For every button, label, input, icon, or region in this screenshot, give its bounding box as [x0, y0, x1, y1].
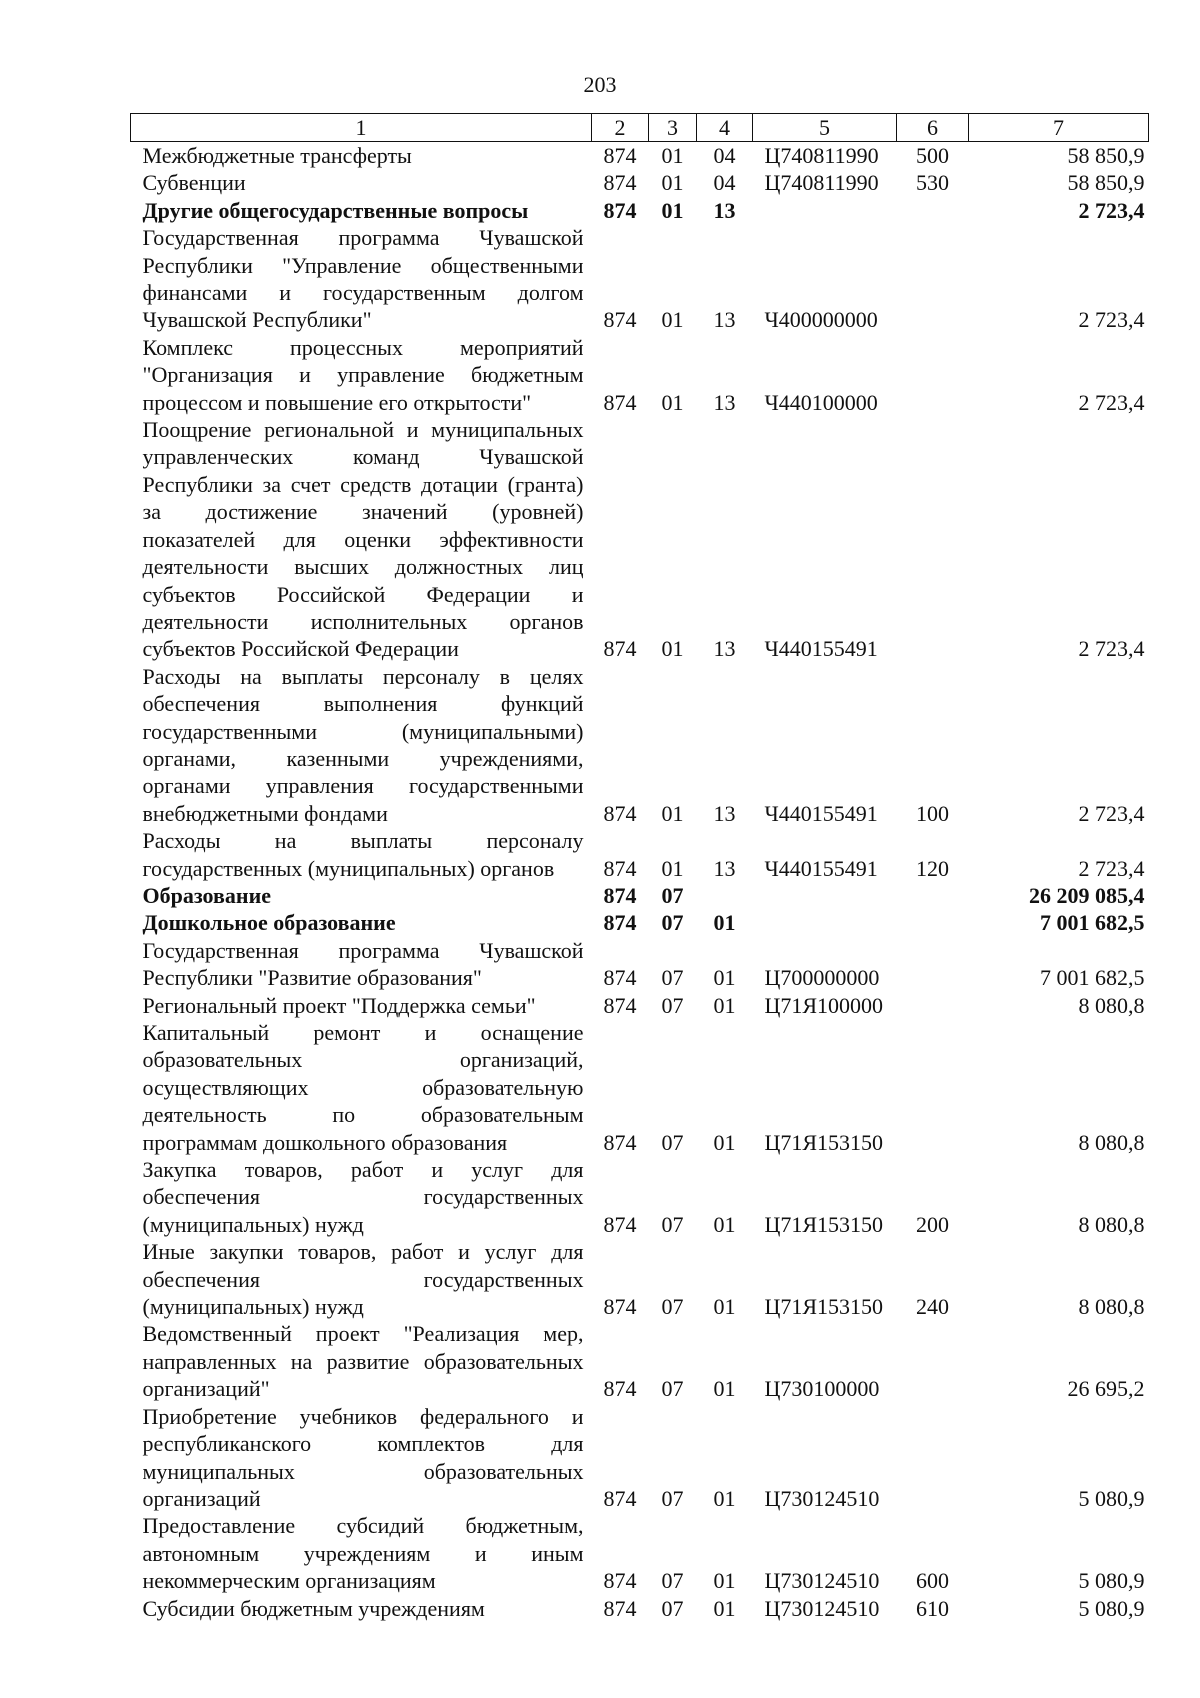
col-header-ved: 2 — [592, 114, 649, 142]
row-target-article: Ц740811990 — [764, 143, 879, 168]
table-row — [131, 1403, 1149, 1513]
row-name: Другие общегосударственные вопросы — [142, 197, 529, 223]
row-subsection-code — [697, 882, 753, 909]
row-amount: 8 080,8 — [1078, 1129, 1145, 1155]
row-name: Расходы на выплаты персоналу государственных (муниципальных) органов — [142, 828, 584, 881]
row-name: Межбюджетные трансферты — [142, 143, 412, 168]
row-amount: 5 080,9 — [1078, 1485, 1145, 1511]
row-amount: 8 080,8 — [1078, 1211, 1145, 1237]
table-row — [131, 1595, 1149, 1622]
row-name: Ведомственный проект "Реализация мер, направленных на развитие образовательных организаций" — [142, 1321, 584, 1402]
row-ved-code: 874 — [603, 389, 637, 415]
row-target-article — [753, 909, 897, 936]
row-section-code: 01 — [661, 389, 684, 415]
row-target-article: Ч400000000 — [764, 307, 878, 333]
row-amount: 2 723,4 — [1078, 389, 1145, 415]
row-name: Расходы на выплаты персоналу в целях обеспечения выполнения функций государственными (муниципальными) органами, казенными учреждениями, органами управления государственными внебюджетными фондами — [142, 663, 584, 826]
row-target-article: Ц730124510 — [764, 1568, 880, 1594]
row-name: Поощрение региональной и муниципальных управленческих команд Чувашской Республики за счет средств дотации (гранта) за достижение значений (уровней) показателей для оценки эффективности деятельности высших должностных лиц субъектов Российской Федерации и деятельности исполнительных органов субъектов Российской Федерации — [142, 417, 584, 662]
col-header-sum: 7 — [969, 114, 1149, 142]
row-subsection-code: 01 — [713, 1376, 736, 1402]
row-expense-type — [897, 197, 969, 224]
row-ved-code: 874 — [603, 1595, 637, 1621]
row-amount: 5 080,9 — [1078, 1568, 1145, 1594]
row-name: Государственная программа Чувашской Республики "Развитие образования" — [142, 937, 584, 991]
row-ved-code: 874 — [603, 910, 637, 936]
row-subsection-code: 01 — [713, 1211, 736, 1237]
row-expense-type: 610 — [916, 1595, 949, 1621]
row-subsection-code: 13 — [713, 800, 736, 826]
row-ved-code: 874 — [603, 855, 637, 881]
row-name: Государственная программа Чувашской Республики "Управление общественными финансами и государственным долгом Чувашской Республики" — [142, 225, 584, 333]
row-section-code: 01 — [661, 143, 684, 168]
header-row — [131, 114, 1149, 142]
row-expense-type — [897, 937, 969, 992]
table-row — [131, 142, 1149, 170]
row-section-code: 01 — [661, 197, 684, 223]
row-expense-type: 100 — [916, 800, 949, 826]
row-section-code: 07 — [661, 992, 684, 1018]
row-subsection-code: 01 — [713, 965, 736, 991]
row-expense-type — [897, 992, 969, 1019]
row-expense-type: 240 — [916, 1294, 949, 1320]
row-expense-type: 530 — [916, 170, 949, 196]
row-subsection-code: 01 — [713, 992, 736, 1018]
row-subsection-code: 13 — [713, 636, 736, 662]
row-section-code: 07 — [661, 1485, 684, 1511]
table-body — [131, 142, 1149, 1622]
col-header-rz: 3 — [649, 114, 697, 142]
row-amount: 2 723,4 — [1078, 855, 1145, 881]
row-ved-code: 874 — [603, 1568, 637, 1594]
row-section-code: 07 — [661, 1595, 684, 1621]
row-ved-code: 874 — [603, 1129, 637, 1155]
table-row — [131, 1156, 1149, 1238]
row-section-code: 07 — [661, 1294, 684, 1320]
row-section-code: 07 — [661, 1568, 684, 1594]
row-amount: 58 850,9 — [1067, 170, 1145, 196]
row-amount: 26 695,2 — [1067, 1376, 1145, 1402]
row-section-code: 07 — [661, 1211, 684, 1237]
row-expense-type — [897, 882, 969, 909]
row-name: Субсидии бюджетным учреждениям — [142, 1595, 485, 1621]
row-subsection-code: 04 — [713, 170, 736, 196]
row-expense-type: 500 — [916, 143, 949, 168]
row-subsection-code: 01 — [713, 1294, 736, 1320]
table-row — [131, 909, 1149, 936]
row-subsection-code: 13 — [713, 307, 736, 333]
row-name: Предоставление субсидий бюджетным, автономным учреждениям и иным некоммерческим организациям — [142, 1513, 584, 1594]
table-row — [131, 937, 1149, 992]
table-row — [131, 1019, 1149, 1156]
row-subsection-code: 04 — [713, 143, 736, 168]
row-ved-code: 874 — [603, 882, 637, 908]
table-row — [131, 1320, 1149, 1402]
row-amount: 2 723,4 — [1078, 197, 1145, 223]
row-target-article: Ч440100000 — [764, 389, 878, 415]
row-name: Капитальный ремонт и оснащение образовательных организаций, осуществляющих образовательную деятельность по образовательным программам дошкольного образования — [142, 1020, 584, 1155]
row-section-code: 07 — [661, 1376, 684, 1402]
table-row — [131, 882, 1149, 909]
table-row — [131, 416, 1149, 663]
row-expense-type — [897, 1403, 969, 1513]
col-header-csr: 5 — [753, 114, 897, 142]
row-expense-type — [897, 1320, 969, 1402]
row-expense-type — [897, 1019, 969, 1156]
row-ved-code: 874 — [603, 1211, 637, 1237]
row-section-code: 07 — [661, 910, 684, 936]
row-ved-code: 874 — [603, 143, 637, 168]
row-target-article: Ц730124510 — [764, 1485, 880, 1511]
page-number: 203 — [583, 72, 617, 97]
row-ved-code: 874 — [603, 800, 637, 826]
row-ved-code: 874 — [603, 1294, 637, 1320]
row-target-article — [753, 197, 897, 224]
row-name: Иные закупки товаров, работ и услуг для обеспечения государственных (муниципальных) нужд — [142, 1239, 584, 1320]
row-name: Приобретение учебников федерального и республиканского комплектов для муниципальных образовательных организаций — [142, 1403, 584, 1511]
row-expense-type: 120 — [916, 855, 949, 881]
row-section-code: 01 — [661, 636, 684, 662]
row-amount: 2 723,4 — [1078, 800, 1145, 826]
row-target-article: Ц740811990 — [764, 170, 879, 196]
table-row — [131, 334, 1149, 416]
row-section-code: 07 — [661, 882, 684, 908]
row-name: Региональный проект "Поддержка семьи" — [142, 992, 536, 1018]
col-header-pr: 4 — [697, 114, 753, 142]
row-name: Дошкольное образование — [142, 910, 396, 936]
row-expense-type — [897, 416, 969, 663]
col-header-vr: 6 — [897, 114, 969, 142]
row-ved-code: 874 — [603, 636, 637, 662]
row-target-article: Ц71Я100000 — [764, 992, 884, 1018]
row-amount: 7 001 682,5 — [1040, 910, 1145, 936]
row-target-article: Ц730124510 — [764, 1595, 880, 1621]
row-subsection-code: 01 — [713, 910, 736, 936]
table-row — [131, 1238, 1149, 1320]
budget-table — [130, 113, 1149, 1622]
row-section-code: 01 — [661, 307, 684, 333]
row-ved-code: 874 — [603, 965, 637, 991]
row-amount: 58 850,9 — [1067, 143, 1145, 168]
row-subsection-code: 13 — [713, 389, 736, 415]
row-subsection-code: 13 — [713, 197, 736, 223]
row-target-article: Ч440155491 — [764, 855, 878, 881]
row-section-code: 07 — [661, 965, 684, 991]
row-amount: 8 080,8 — [1078, 992, 1145, 1018]
row-target-article: Ц730100000 — [764, 1376, 880, 1402]
row-target-article: Ч440155491 — [764, 636, 878, 662]
row-target-article: Ц71Я153150 — [764, 1211, 884, 1237]
row-amount: 2 723,4 — [1078, 307, 1145, 333]
row-expense-type — [897, 334, 969, 416]
row-amount: 2 723,4 — [1078, 636, 1145, 662]
col-header-name: 1 — [131, 114, 592, 142]
row-target-article: Ч440155491 — [764, 800, 878, 826]
row-section-code: 07 — [661, 1129, 684, 1155]
row-section-code: 01 — [661, 855, 684, 881]
row-name: Субвенции — [142, 170, 246, 196]
row-target-article — [753, 882, 897, 909]
row-ved-code: 874 — [603, 197, 637, 223]
row-subsection-code: 01 — [713, 1485, 736, 1511]
table-row — [131, 827, 1149, 882]
row-subsection-code: 01 — [713, 1129, 736, 1155]
row-target-article: Ц71Я153150 — [764, 1294, 884, 1320]
row-ved-code: 874 — [603, 1485, 637, 1511]
row-name: Комплекс процессных мероприятий "Организация и управление бюджетным процессом и повышение его открытости" — [142, 334, 584, 415]
row-amount: 7 001 682,5 — [1040, 965, 1145, 991]
row-target-article: Ц700000000 — [764, 965, 880, 991]
row-subsection-code: 01 — [713, 1568, 736, 1594]
table-row — [131, 224, 1149, 334]
table-row — [131, 169, 1149, 196]
row-ved-code: 874 — [603, 1376, 637, 1402]
row-expense-type: 600 — [916, 1568, 949, 1594]
row-subsection-code: 13 — [713, 855, 736, 881]
row-target-article: Ц71Я153150 — [764, 1129, 884, 1155]
row-section-code: 01 — [661, 170, 684, 196]
row-ved-code: 874 — [603, 992, 637, 1018]
table-row — [131, 663, 1149, 827]
table-row — [131, 197, 1149, 224]
row-name: Образование — [142, 882, 272, 908]
row-expense-type — [897, 909, 969, 936]
row-subsection-code: 01 — [713, 1595, 736, 1621]
row-section-code: 01 — [661, 800, 684, 826]
row-amount: 8 080,8 — [1078, 1294, 1145, 1320]
row-expense-type — [897, 224, 969, 334]
table-row — [131, 992, 1149, 1019]
row-name: Закупка товаров, работ и услуг для обеспечения государственных (муниципальных) нужд — [142, 1157, 584, 1237]
row-ved-code: 874 — [603, 307, 637, 333]
row-expense-type: 200 — [916, 1211, 949, 1237]
table-row — [131, 1512, 1149, 1594]
row-amount: 5 080,9 — [1078, 1595, 1145, 1621]
row-amount: 26 209 085,4 — [1029, 882, 1145, 908]
row-ved-code: 874 — [603, 170, 637, 196]
